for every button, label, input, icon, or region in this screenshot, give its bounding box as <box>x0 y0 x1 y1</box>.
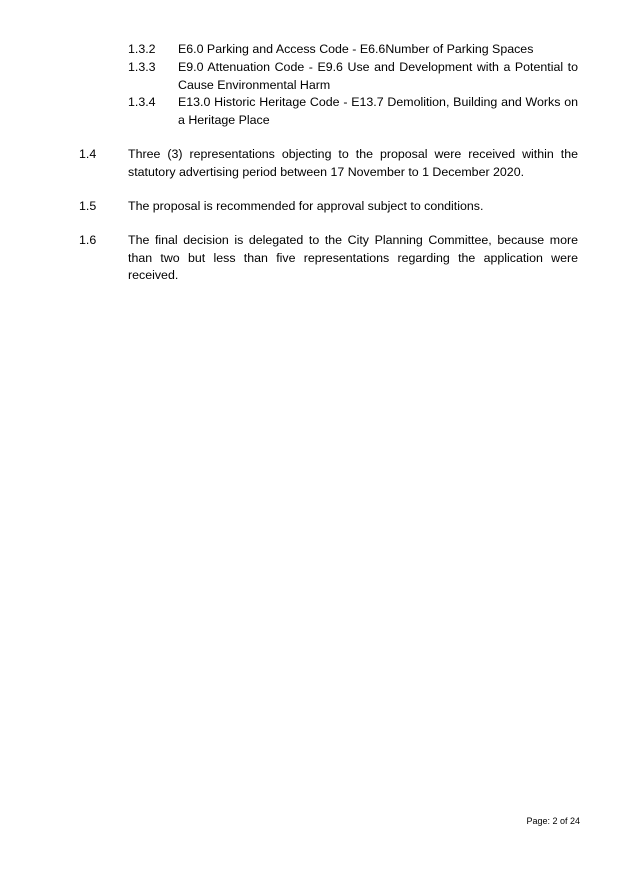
sub-item-1-3-2 <box>128 41 588 59</box>
item-1-6 <box>79 232 579 285</box>
sub-item-text: E13.0 Historic Heritage Code - E13.7 Demolition, Building and Works on a Heritage Place <box>178 95 578 127</box>
sub-item-1-3-4 <box>128 94 588 129</box>
item-text: The final decision is delegated to the City Planning Committee, because more than two but less than five representations regarding the application were received. <box>128 233 578 282</box>
item-number: 1.4 <box>79 147 97 161</box>
item-number: 1.6 <box>79 233 97 247</box>
sub-item-text: E9.0 Attenuation Code - E9.6 Use and Development with a Potential to Cause Environmental Harm <box>178 60 578 92</box>
item-1-4 <box>79 146 579 181</box>
item-text: Three (3) representations objecting to the proposal were received within the statutory advertising period between 17 November to 1 December 2020. <box>128 147 578 179</box>
item-text: The proposal is recommended for approval subject to conditions. <box>128 199 484 213</box>
sub-item-number: 1.3.2 <box>128 42 156 56</box>
sub-item-number: 1.3.4 <box>128 95 156 109</box>
sub-item-text: E6.0 Parking and Access Code - E6.6Number of Parking Spaces <box>178 42 534 56</box>
sub-item-number: 1.3.3 <box>128 60 156 74</box>
item-1-5 <box>79 198 579 216</box>
sub-item-1-3-3 <box>128 59 588 94</box>
item-number: 1.5 <box>79 199 97 213</box>
page-number-footer: Page: 2 of 24 <box>526 816 580 826</box>
